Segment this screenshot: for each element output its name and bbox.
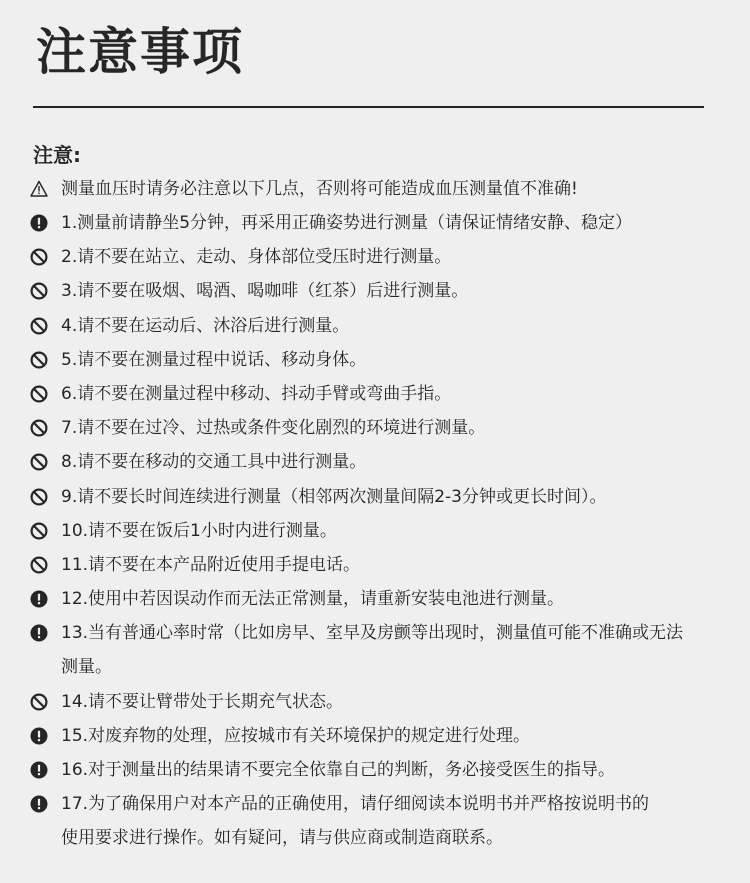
- list-item-text: [61, 514, 721, 548]
- list-item-line: 5.请不要在测量过程中说话、移动身体。: [61, 349, 367, 370]
- page-title: 注意事项: [36, 23, 244, 81]
- list-item-line: 9.请不要长时间连续进行测量（相邻两次测量间隔2-3分钟或更长时间）。: [61, 486, 607, 507]
- list-item-line: 13.当有普通心率时常（比如房早、室早及房颤等出现时，测量值可能不准确或无法: [61, 623, 684, 644]
- list-item-text: [61, 343, 721, 377]
- list-item-text: [61, 480, 721, 514]
- list-item-line: 17.为了确保用户对本产品的正确使用，请仔细阅读本说明书并严格按说明书的: [61, 794, 650, 815]
- list-item-text: [61, 685, 721, 719]
- list-item-text: [61, 274, 721, 308]
- notice-label: 注意:: [33, 143, 81, 167]
- exclamation-circle-icon: [30, 590, 48, 608]
- list-item-text: [61, 787, 721, 855]
- list-item-line: 使用要求进行操作。如有疑问，请与供应商或制造商联系。: [61, 828, 503, 849]
- exclamation-circle-icon: [30, 795, 48, 813]
- list-item-line: 1.测量前请静坐5分钟，再采用正确姿势进行测量（请保证情绪安静、稳定）: [61, 213, 633, 233]
- list-item-text: [61, 719, 721, 753]
- list-item-line: 11.请不要在本产品附近使用手提电话。: [61, 555, 361, 575]
- prohibited-icon: [30, 556, 48, 574]
- list-item-line: 4.请不要在运动后、沐浴后进行测量。: [61, 315, 350, 336]
- prohibited-icon: [30, 282, 48, 300]
- list-item-line: 10.请不要在饭后1小时内进行测量。: [61, 520, 337, 541]
- list-item-line: 6.请不要在测量过程中移动、抖动手臂或弯曲手指。: [61, 384, 452, 404]
- prohibited-icon: [30, 488, 48, 506]
- exclamation-circle-icon: [30, 727, 48, 745]
- exclamation-circle-icon: [30, 761, 48, 779]
- prohibited-icon: [30, 317, 48, 335]
- list-item-line: 15.对废弃物的处理，应按城市有关环境保护的规定进行处理。: [61, 726, 531, 746]
- prohibited-icon: [30, 453, 48, 471]
- prohibited-icon: [30, 385, 48, 403]
- exclamation-circle-icon: [30, 214, 48, 232]
- list-item-text: [61, 445, 721, 479]
- intro-text: 测量血压时请务必注意以下几点，否则将可能造成血压测量值不准确!: [61, 179, 578, 199]
- list-item-text: [61, 240, 721, 274]
- exclamation-circle-icon: [30, 624, 48, 642]
- list-item-line: 3.请不要在吸烟、喝酒、喝咖啡（红茶）后进行测量。: [61, 281, 469, 302]
- list-item-line: 7.请不要在过冷、过热或条件变化剧烈的环境进行测量。: [61, 418, 486, 439]
- list-item-line: 16.对于测量出的结果请不要完全依靠自己的判断，务必接受医生的指导。: [61, 760, 616, 781]
- prohibited-icon: [30, 693, 48, 711]
- list-item-line: 14.请不要让臂带处于长期充气状态。: [61, 691, 344, 712]
- list-item-text: [61, 548, 721, 582]
- list-item-line: 8.请不要在移动的交通工具中进行测量。: [61, 452, 367, 473]
- list-item-text: [61, 582, 721, 616]
- prohibited-icon: [30, 522, 48, 540]
- list-item-line: 2.请不要在站立、走动、身体部位受压时进行测量。: [61, 247, 452, 268]
- list-item-text: [61, 206, 721, 240]
- title-divider: [33, 106, 704, 108]
- prohibited-icon: [30, 419, 48, 437]
- list-item-text: [61, 616, 721, 684]
- list-item-line: 12.使用中若因误动作而无法正常测量，请重新安装电池进行测量。: [61, 589, 565, 610]
- prohibited-icon: [30, 248, 48, 266]
- prohibited-icon: [30, 351, 48, 369]
- list-item-text: [61, 309, 721, 343]
- list-item-text: [61, 411, 721, 445]
- list-item-text: [61, 377, 721, 411]
- list-item-line: 测量。: [61, 657, 112, 678]
- list-item-text: [61, 753, 721, 787]
- warning-triangle-icon: [30, 180, 48, 198]
